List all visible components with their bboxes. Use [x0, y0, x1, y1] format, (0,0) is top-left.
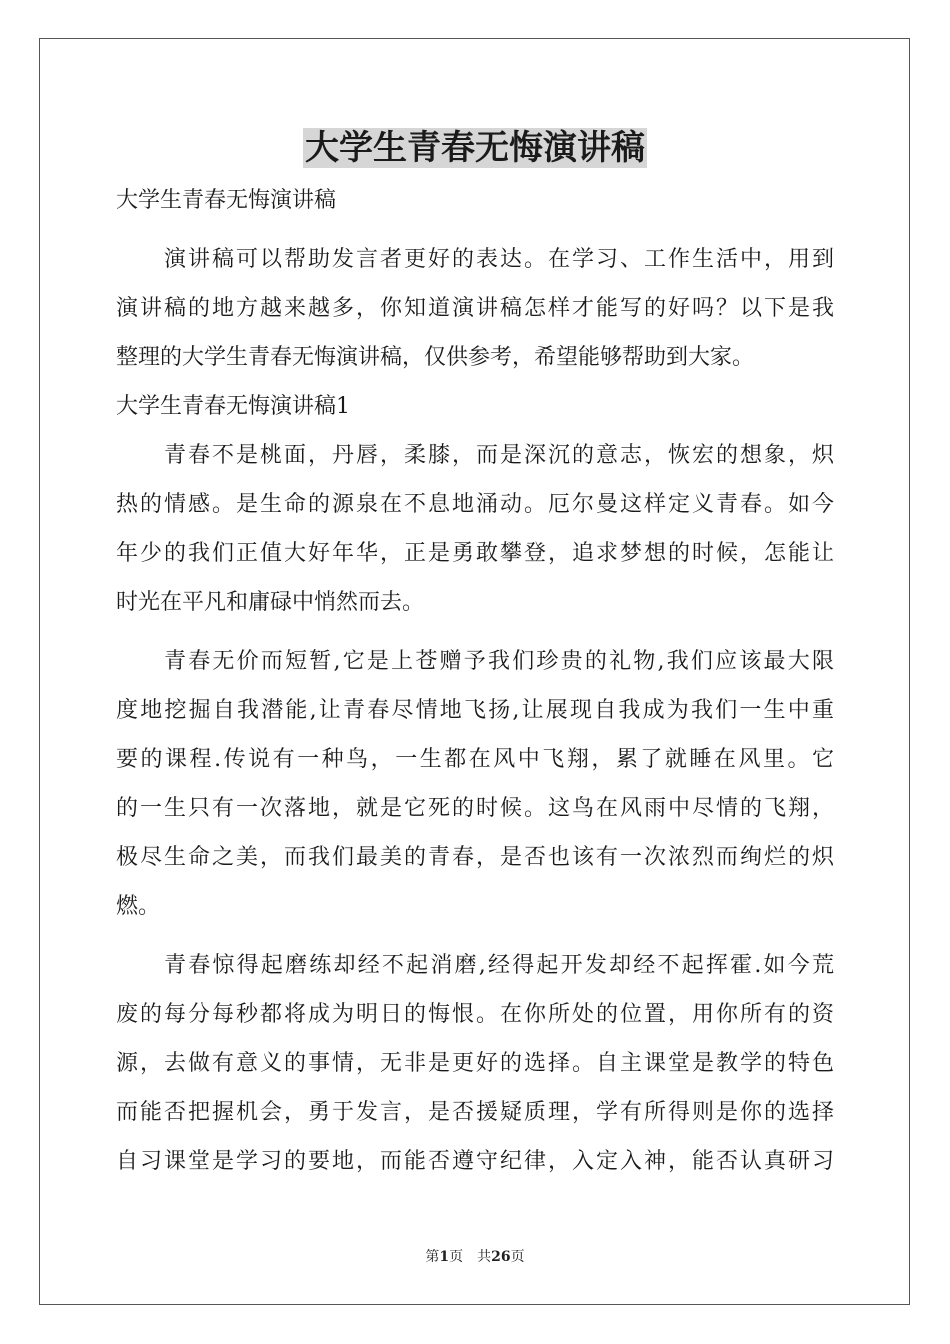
footer-prefix: 第	[425, 1249, 440, 1265]
paragraph-line: 源，去做有意义的事情，无非是更好的选择。自主课堂是教学的特色	[116, 1051, 834, 1076]
paragraph-line: 青春不是桃面，丹唇，柔膝，而是深沉的意志，恢宏的想象，炽	[164, 443, 834, 468]
paragraph-line: 青春惊得起磨练却经不起消磨,经得起开发却经不起挥霍.如今荒	[164, 953, 834, 978]
document-body	[116, 176, 834, 1186]
paragraph-line: 热的情感。是生命的源泉在不息地涌动。厄尔曼这样定义青春。如今	[116, 492, 834, 517]
paragraph-line: 废的每分每秒都将成为明日的悔恨。在你所处的位置，用你所有的资	[116, 1002, 834, 1027]
page-footer	[0, 1247, 950, 1267]
footer-mid: 页 共	[449, 1249, 492, 1265]
paragraph-line: 极尽生命之美，而我们最美的青春，是否也该有一次浓烈而绚烂的炽	[116, 845, 834, 870]
paragraph-line: 自习课堂是学习的要地，而能否遵守纪律，入定入神，能否认真研习	[116, 1149, 834, 1174]
page-number: 1	[439, 1249, 450, 1265]
total-pages: 26	[491, 1249, 511, 1265]
section-heading: 大学生青春无悔演讲稿1	[116, 394, 350, 419]
document-title: 大学生青春无悔演讲稿	[305, 128, 645, 168]
paragraph-line: 而能否把握机会，勇于发言，是否援疑质理，学有所得则是你的选择	[116, 1100, 834, 1125]
paragraph-line: 整理的大学生青春无悔演讲稿，仅供参考，希望能够帮助到大家。	[116, 345, 755, 370]
paragraph-line: 青春无价而短暂,它是上苍赠予我们珍贵的礼物,我们应该最大限	[164, 649, 834, 674]
paragraph-line: 年少的我们正值大好年华，正是勇敢攀登，追求梦想的时候，怎能让	[116, 541, 834, 566]
paragraph-line: 时光在平凡和庸碌中悄然而去。	[116, 590, 425, 615]
footer-suffix: 页	[510, 1249, 525, 1265]
paragraph-line: 演讲稿可以帮助发言者更好的表达。在学习、工作生活中，用到	[164, 247, 834, 272]
paragraph-line: 燃。	[116, 894, 161, 919]
paragraph-line: 度地挖掘自我潜能,让青春尽情地飞扬,让展现自我成为我们一生中重	[116, 698, 834, 723]
paragraph-line: 要的课程.传说有一种鸟，一生都在风中飞翔，累了就睡在风里。它	[116, 747, 834, 772]
paragraph-line: 演讲稿的地方越来越多，你知道演讲稿怎样才能写的好吗？以下是我	[116, 296, 834, 321]
paragraph-line: 的一生只有一次落地，就是它死的时候。这鸟在风雨中尽情的飞翔，	[116, 796, 834, 821]
subtitle-line: 大学生青春无悔演讲稿	[116, 188, 337, 213]
